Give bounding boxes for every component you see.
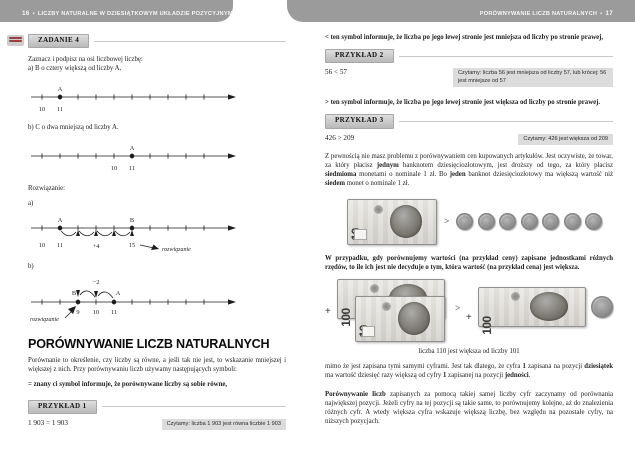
units-paragraph: W przypadku, gdy porównujemy wartości (na przykład ceny) zapisane jednostkami różnych rzędów, to ile ich jest nie decyduje o tym, która wartość (na przykład cena) jest większa. xyxy=(325,254,613,271)
point-a-label: A xyxy=(57,217,63,225)
divider-rule xyxy=(102,406,286,407)
prices-paragraph: Z pewnością nie masz problemu z porównywaniem cen kupowanych artykułów. Jest oczywiste, że towar, za który płacisz jednym banknotem dziesięciozłotowym, jest droższy od tego, za który płacisz siedmioma monetami o nominale 1 zł. Bo jeden banknot dziesięciozłotowy ma większą wartość niż siedem monet o nominale 1 zł. xyxy=(325,153,614,187)
point-b-label: B xyxy=(71,290,77,298)
divider-rule xyxy=(399,56,613,57)
point-a-label: A xyxy=(57,86,63,94)
header-separator: • xyxy=(600,11,603,17)
zadanie-label: ZADANIE 4 xyxy=(28,34,89,48)
solution-a-label: a) xyxy=(28,200,34,208)
divider-rule xyxy=(94,41,286,42)
task-item-b: b) C o dwa mniejszą od liczby A. xyxy=(28,124,119,132)
number-line-task-a xyxy=(28,84,238,116)
answer-pointer-label: rozwiązanie xyxy=(30,317,59,324)
eagle-crest-icon xyxy=(382,302,391,311)
tick-11: 11 xyxy=(110,309,118,317)
portrait-icon xyxy=(390,205,422,238)
point-a-label: A xyxy=(115,290,121,298)
tick-10: 10 xyxy=(38,242,46,250)
step-plus4: +4 xyxy=(92,243,100,251)
tick-11: 11 xyxy=(56,242,64,250)
eagle-crest-icon xyxy=(374,205,383,214)
right-page-number: 17 xyxy=(605,10,613,17)
przyklad-1-row xyxy=(28,400,286,414)
coin-1zl xyxy=(585,213,602,230)
number-line-solution-b xyxy=(28,276,286,324)
number-line-task-b xyxy=(28,143,238,175)
right-page xyxy=(325,30,613,427)
watermark-field xyxy=(354,229,367,240)
coin-1zl xyxy=(521,213,538,230)
coin-1zl xyxy=(478,213,495,230)
coin-1zl xyxy=(542,213,559,230)
banknote-100zl xyxy=(478,287,586,335)
tick-10: 10 xyxy=(110,165,118,173)
section-intro-paragraph: Porównanie to określenie, czy liczby są równe, a jeśli tak nie jest, to wskazanie mniejszej i większej z nich. Przy porównywaniu liczb używamy następujących symboli: xyxy=(28,356,286,373)
left-page xyxy=(28,30,286,430)
money-comparison-caption: liczba 110 jest większa od liczby 101 xyxy=(418,347,520,355)
coin-1zl xyxy=(564,213,581,230)
zadanie-4-row xyxy=(28,34,286,48)
tick-10: 10 xyxy=(92,309,100,317)
example-1 xyxy=(28,419,286,431)
coin-1zl xyxy=(499,213,516,230)
tick-10: 10 xyxy=(38,106,46,114)
example-2 xyxy=(325,68,613,87)
przyklad-label: PRZYKŁAD 3 xyxy=(325,114,394,128)
example-1-expression: 1 903 = 1 903 xyxy=(28,418,68,427)
portrait-icon xyxy=(398,302,430,335)
przyklad-label: PRZYKŁAD 2 xyxy=(325,49,394,63)
solution-b-label: b) xyxy=(28,263,34,271)
example-3-reading-note: Czytamy: 426 jest większa od 209 xyxy=(518,134,613,146)
number-line-solution-a xyxy=(28,215,286,255)
watermark-field xyxy=(362,326,375,337)
plus-symbol: + xyxy=(325,305,331,317)
section-heading: PORÓWNYWANIE LICZB NATURALNYCH xyxy=(28,337,270,352)
less-than-rule: < ten symbol informuje, że liczba po jego lewej stronie jest mniejsza od liczby po stronie prawej, xyxy=(325,34,604,41)
task-item-a: a) B o cztery większą od liczby A, xyxy=(28,65,122,73)
step-minus2: −2 xyxy=(92,279,100,287)
greater-than-symbol: > xyxy=(444,216,450,227)
eagle-crest-icon xyxy=(511,292,520,301)
example-1-reading-note: Czytamy: liczba 1 903 jest równa liczbie 1 903 xyxy=(162,419,286,431)
banknote-denomination: 100 xyxy=(480,316,494,335)
banknote-10zl xyxy=(347,199,437,245)
tick-11: 11 xyxy=(56,106,64,114)
left-page-number: 16 xyxy=(22,10,30,17)
example-3 xyxy=(325,134,613,146)
answer-pointer-label: rozwiązanie xyxy=(162,247,191,254)
coin-group xyxy=(456,213,602,230)
przyklad-3-row xyxy=(325,114,613,128)
left-page-title: LICZBY NATURALNE W DZIESIĄTKOWYM UKŁADZIE POZYCYJNYM xyxy=(37,11,233,17)
point-b-label: B xyxy=(129,217,135,225)
header-separator: • xyxy=(32,11,35,17)
greater-than-symbol: > xyxy=(455,303,461,314)
tick-15: 15 xyxy=(128,242,136,250)
greater-than-rule: > ten symbol informuje, że liczba po jego lewej stronie jest większa od liczby po stronie prawej. xyxy=(325,99,601,107)
banknote-10zl xyxy=(355,296,445,342)
right-page-title: PORÓWNYWANIE LICZB NATURALNYCH xyxy=(479,11,598,17)
compare-rule-paragraph: Porównywanie liczb zapisanych za pomocą takiej samej liczby cyfr zaczynamy od porównania największej pozycji. Jeżeli cyfry na tej pozycji są takie same, to porównujemy kolejne, aż do znalezienia różnych cyfr. A wtedy większa cyfra wskazuje większą liczbę, bez względu na pozostałe cyfry, na niższych pozycjach. xyxy=(325,390,613,425)
banknote-denomination: 100 xyxy=(339,308,353,327)
tick-9: 9 xyxy=(76,309,80,317)
task-intro: Zaznacz i podpisz na osi liczbowej liczbę: xyxy=(28,56,143,64)
example-2-reading-note: Czytamy: liczba 56 jest mniejsza od liczby 57, lub krócej: 56 jest mniejsze od 57 xyxy=(453,68,613,87)
divider-rule xyxy=(399,121,613,122)
coin-1zl xyxy=(591,296,613,318)
money-comparison-2 xyxy=(325,279,613,345)
coin-1zl xyxy=(456,213,473,230)
money-comparison-1 xyxy=(347,197,613,247)
example-2-expression: 56 < 57 xyxy=(325,68,348,77)
point-a-label: A xyxy=(129,145,135,153)
equals-symbol-rule: = znany ci symbol informuje, że porównywane liczby są sobie równe, xyxy=(28,380,228,388)
przyklad-label: PRZYKŁAD 1 xyxy=(28,400,97,414)
przyklad-2-row xyxy=(325,49,613,63)
example-3-expression: 426 > 209 xyxy=(325,133,355,142)
plus-symbol: + xyxy=(466,311,472,323)
solution-label: Rozwiązanie: xyxy=(28,185,65,193)
right-page-header xyxy=(287,0,635,22)
digits-paragraph: mimo że jest zapisana tymi samymi cyframi. Jest tak dlatego, że cyfra 1 zapisana na pozycji dziesiątek ma wartość dziesięć razy większą od cyfry 1 zapisanej na pozycji jedności. xyxy=(325,362,613,379)
margin-note-tag xyxy=(7,35,24,46)
portrait-icon xyxy=(530,292,568,320)
left-page-header xyxy=(0,0,233,22)
eagle-crest-icon xyxy=(370,284,379,293)
tick-11: 11 xyxy=(128,165,136,173)
